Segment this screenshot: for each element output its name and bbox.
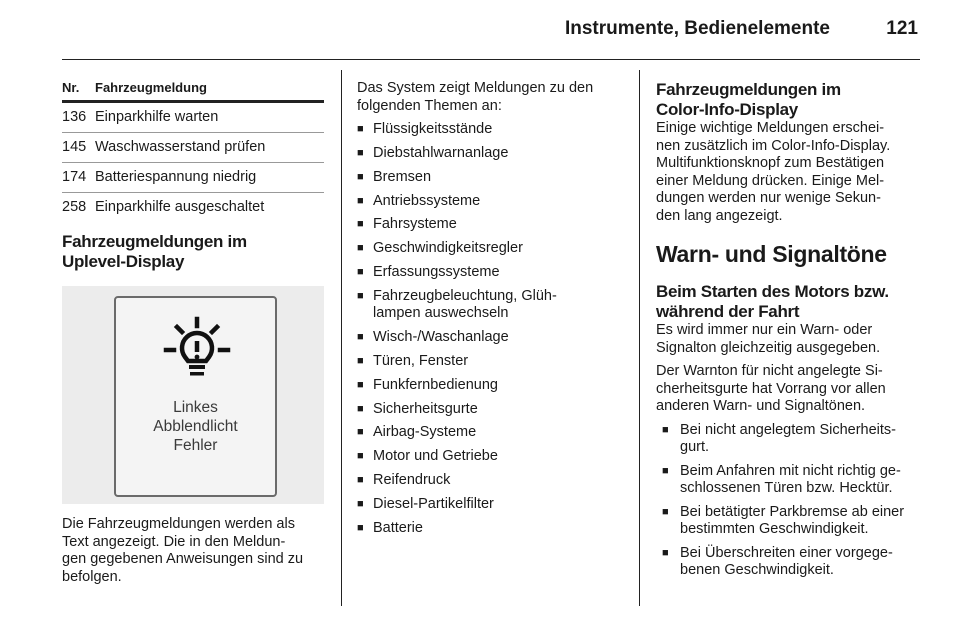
text-line: bestimmten Geschwindigkeit. [680,521,869,538]
column-left [62,80,324,586]
heading-line: Fahrzeugmeldungen im [62,232,247,251]
text-line: Das System zeigt Meldungen zu den [357,80,594,96]
text-line: Multifunktionsknopf zum Bestätigen [656,155,885,172]
list-item: ■ Diebstahlwarnanlage [357,145,625,163]
list-item: ■ Erfassungssysteme [357,264,625,282]
heading-line: während der Fahrt [656,302,800,322]
list-item [357,288,625,323]
text-line: Signalton gleichzeitig ausgegeben. [656,339,881,356]
text-line: gurt. [680,439,710,456]
table-row [62,193,324,222]
column-divider [341,70,342,606]
text-line: nen zusätzlich im Color-Info-Display. [656,137,891,154]
table-cell-message: Waschwasserstand prüfen [95,139,266,155]
heading-line: Fahrzeugmeldungen im [656,80,841,99]
table-header [62,80,324,103]
text-line: Bei betätigter Parkbremse ab einer [680,503,905,520]
text-line: Bei nicht angelegtem Sicherheits- [680,421,897,438]
text-line: benen Geschwindigkeit. [680,562,834,579]
column-middle [357,80,625,537]
list-item [662,504,922,539]
text-line: schlossenen Türen bzw. Hecktür. [680,480,893,497]
display-line: Linkes [173,399,218,417]
header-title: Instrumente, Bedienelemente [564,18,830,39]
table-header-message: Fahrzeugmeldung [95,80,207,95]
text-line: einer Meldung drücken. Einige Mel- [656,172,885,189]
warning-conditions-list [656,422,922,580]
table-row [62,133,324,163]
column-right [656,80,922,580]
display-line: Abblendlicht [153,418,238,436]
list-item: ■ Funkfernbedienung [357,377,625,395]
list-item [662,463,922,498]
topic-list [357,121,625,537]
table-row [62,163,324,193]
main-heading-warning-tones: Warn- und Signaltöne [656,241,887,268]
headlight-fault-icon [163,316,231,378]
list-item: ■ Türen, Fenster [357,353,625,371]
text-line: den lang angezeigt. [656,207,783,224]
table-cell-nr: 145 [62,139,87,155]
text-line: Einige wichtige Meldungen erschei- [656,120,885,137]
table-cell-message: Einparkhilfe ausgeschaltet [95,199,265,215]
list-item: ■ Motor und Getriebe [357,448,625,466]
text-line: lampen auswechseln [373,305,509,322]
list-item: ■ Wisch-/Waschanlage [357,329,625,347]
text-line: befolgen. [62,568,122,585]
display-message [116,398,275,455]
uplevel-display-image [62,286,324,504]
page-number: 121 [886,18,918,39]
paragraph-color-info [656,120,922,225]
list-item: ■ Antriebssysteme [357,193,625,211]
table-cell-message: Batteriespannung niedrig [95,169,257,185]
text-line: Beim Anfahren mit nicht richtig ge- [680,462,901,479]
table-cell-message: Einparkhilfe warten [95,109,219,125]
list-item: ■ Batterie [357,520,625,538]
text-line: Die Fahrzeugmeldungen werden als [62,516,295,533]
paragraph-messages [62,516,324,586]
list-item: ■ Bremsen [357,169,625,187]
text-line: folgenden Themen an: [357,97,502,114]
display-screen [114,296,277,497]
text-line: Es wird immer nur ein Warn- oder [656,322,873,339]
table-cell-nr: 136 [62,109,87,125]
list-item: ■ Airbag-Systeme [357,424,625,442]
list-item [662,545,922,580]
table-row [62,103,324,133]
table-header-nr: Nr. [62,80,80,95]
paragraph-one-tone [656,322,922,357]
list-item: ■ Flüssigkeitsstände [357,121,625,139]
table-cell-nr: 174 [62,169,87,185]
text-line: Der Warnton für nicht angelegte Si- [656,363,883,380]
display-line: Fehler [173,437,218,455]
paragraph-seatbelt-priority [656,363,922,416]
list-item: ■ Diesel-Partikelfilter [357,496,625,514]
list-item: ■ Geschwindigkeitsregler [357,240,625,258]
list-item [662,422,922,457]
heading-line: Uplevel-Display [62,252,185,272]
list-item: ■ Fahrsysteme [357,216,625,234]
text-line: Bei Überschreiten einer vorgege- [680,544,893,561]
heading-line: Color-Info-Display [656,100,798,120]
header-rule [62,59,920,60]
section-heading-color-info [656,80,922,120]
message-table [62,80,324,222]
section-heading-uplevel [62,232,324,272]
table-cell-nr: 258 [62,199,87,215]
text-line: gen gegebenen Anweisungen sind zu [62,551,304,568]
text-line: anderen Warn- und Signaltönen. [656,398,866,415]
list-item: ■ Reifendruck [357,472,625,490]
text-line: Text angezeigt. Die in den Meldun- [62,533,286,550]
section-heading-engine-start [656,282,922,322]
paragraph-intro [357,80,625,115]
heading-line: Beim Starten des Motors bzw. [656,282,889,302]
column-divider [639,70,640,606]
text-line: dungen werden nur wenige Sekun- [656,190,881,207]
text-line: cherheitsgurte hat Vorrang vor allen [656,380,886,397]
list-item: ■ Sicherheitsgurte [357,401,625,419]
text-line: Fahrzeugbeleuchtung, Glüh- [373,287,557,304]
